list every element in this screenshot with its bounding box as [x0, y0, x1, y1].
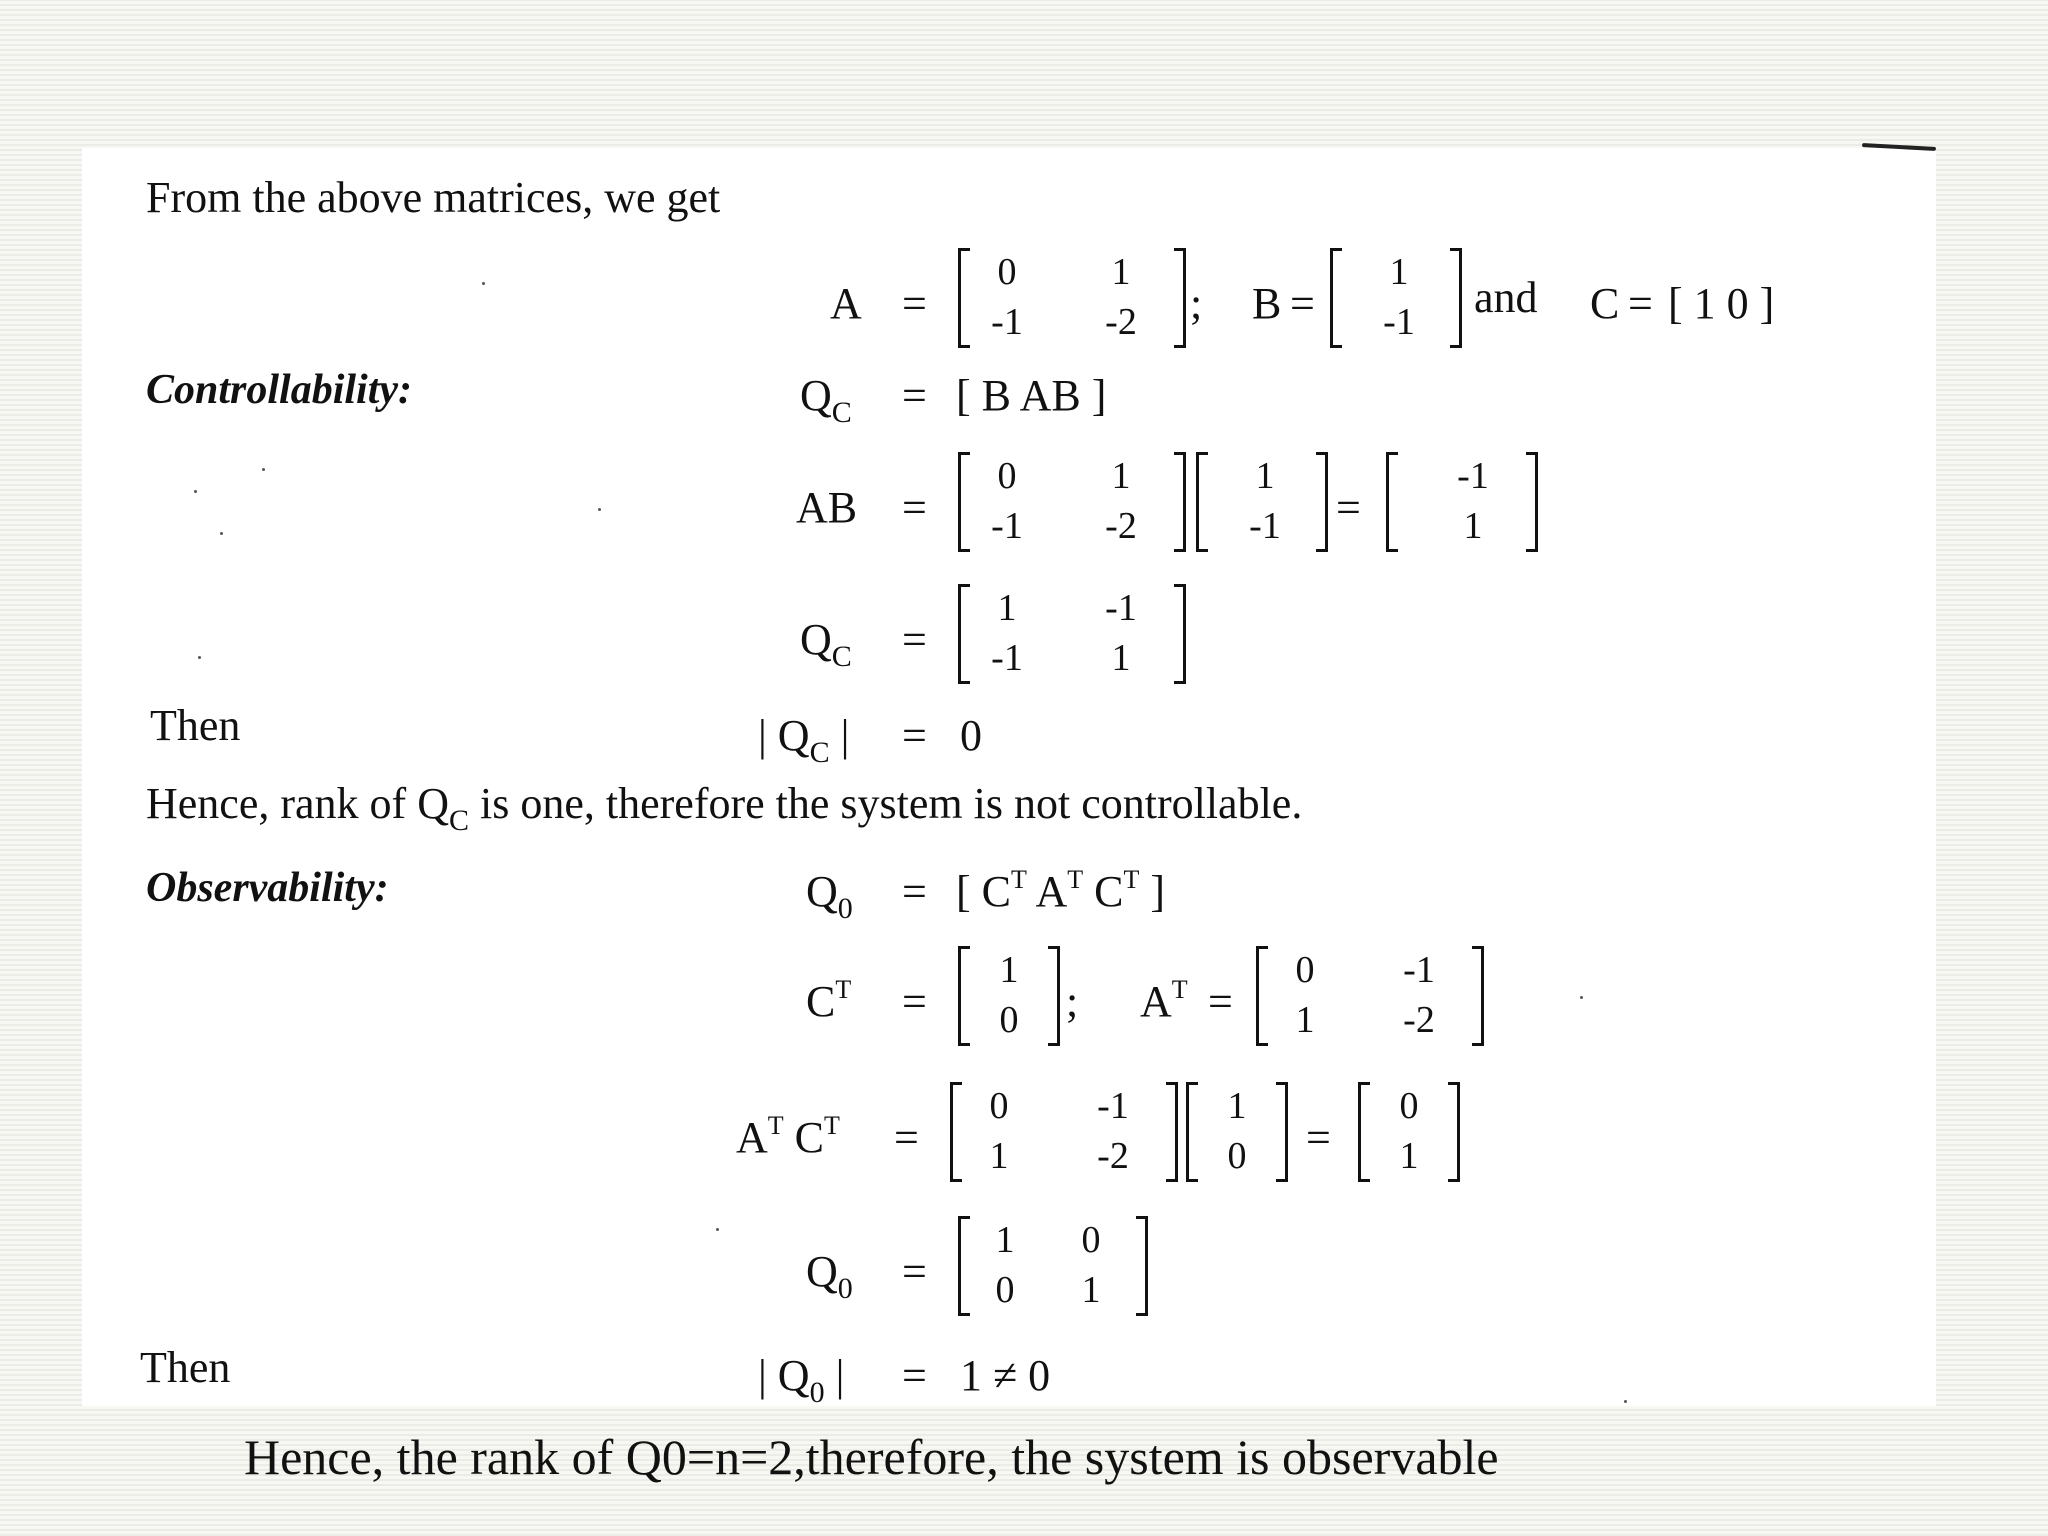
C-symbol: C	[783, 1113, 825, 1162]
matrix-cell: -1	[1403, 949, 1435, 991]
scan-speck	[194, 490, 197, 493]
equals-sign: =	[1336, 483, 1361, 532]
conclusion-subscript: C	[448, 804, 469, 837]
Qc-definition: [ B AB ]	[956, 371, 1107, 420]
AB-label: AB	[796, 483, 858, 532]
matrix-cell: -1	[1383, 301, 1415, 343]
and-text: and	[1474, 273, 1538, 322]
equals-sign: =	[1290, 279, 1315, 328]
matrix-cell: 0	[999, 999, 1019, 1041]
Qo-label	[806, 1246, 853, 1305]
matrix-cell: 1	[1399, 1135, 1419, 1177]
matrix-cell: 1	[1111, 455, 1131, 497]
transpose-superscript: T	[1171, 975, 1188, 1004]
matrix-CT-copy	[1186, 1082, 1288, 1182]
equals-sign: =	[902, 711, 927, 760]
matrix-cell: 1	[1255, 455, 1275, 497]
A-label: A	[830, 279, 862, 328]
conclusion-text: Hence, rank of Q	[146, 779, 449, 828]
matrix-Qo	[958, 1216, 1148, 1316]
equals-sign: =	[902, 615, 927, 664]
AT-label	[1140, 976, 1188, 1027]
Qc-label	[800, 614, 852, 673]
scan-speck	[716, 1228, 719, 1231]
matrix-cell: 0	[997, 251, 1017, 293]
matrix-cell: -1	[991, 301, 1023, 343]
equals-sign: =	[1208, 977, 1233, 1026]
matrix-B	[1330, 248, 1462, 348]
equals-sign: =	[902, 483, 927, 532]
matrix-cell: 0	[995, 1269, 1015, 1311]
scan-speck	[482, 282, 485, 285]
matrix-cell: 0	[1399, 1085, 1419, 1127]
matrix-AT-copy	[950, 1082, 1178, 1182]
matrix-cell: 1	[1295, 999, 1315, 1041]
scan-speck	[598, 508, 601, 511]
equals-sign: =	[902, 279, 927, 328]
Qc-subscript: C	[831, 640, 852, 673]
then-label: Then	[140, 1343, 231, 1392]
Qo-determinant	[758, 1350, 845, 1409]
matrix-cell: -2	[1105, 301, 1137, 343]
matrix-cell: 1	[1389, 251, 1409, 293]
Qo-definition	[956, 866, 1165, 917]
matrix-A	[958, 248, 1186, 348]
conclusion-text: is one, therefore the system is not controllable.	[469, 779, 1303, 828]
C-vector: [ 1 0 ]	[1668, 279, 1775, 328]
equals-sign: =	[902, 371, 927, 420]
scan-speck	[1580, 996, 1583, 999]
matrix-cell: 1	[1227, 1085, 1247, 1127]
controllability-heading: Controllability:	[146, 367, 413, 413]
C-symbol: C	[806, 977, 836, 1026]
det-value: 1 ≠ 0	[960, 1351, 1051, 1400]
controllability-conclusion	[146, 778, 1303, 837]
equals-sign: =	[1628, 279, 1653, 328]
matrix-cell: 1	[995, 1219, 1015, 1261]
scan-speck	[220, 532, 223, 535]
det-open: | Q	[758, 1351, 810, 1400]
matrix-cell: 0	[1227, 1135, 1247, 1177]
Qc-determinant	[758, 710, 850, 769]
Qo-symbol: Q	[806, 1247, 838, 1296]
matrix-cell: 1	[989, 1135, 1009, 1177]
det-subscript: C	[809, 736, 830, 769]
det-open: | Q	[758, 711, 810, 760]
equals-sign: =	[1306, 1113, 1331, 1162]
scan-speck	[198, 656, 201, 659]
equals-sign: =	[902, 1351, 927, 1400]
matrix-cell: -2	[1105, 505, 1137, 547]
matrix-cell: -2	[1097, 1135, 1129, 1177]
scan-speck	[262, 468, 265, 471]
matrix-B-copy	[1196, 452, 1328, 552]
matrix-cell: -2	[1403, 999, 1435, 1041]
matrix-cell: -1	[991, 505, 1023, 547]
equals-sign: =	[902, 1247, 927, 1296]
matrix-cell: 0	[1295, 949, 1315, 991]
observability-conclusion-caption: Hence, the rank of Q0=n=2,therefore, the system is observable	[244, 1429, 1499, 1485]
transpose-superscript: T	[1067, 865, 1084, 894]
def-part: C	[1083, 867, 1124, 916]
Qo-subscript: 0	[837, 1272, 853, 1305]
Qc-subscript: C	[831, 396, 852, 429]
transpose-superscript: T	[835, 975, 852, 1004]
B-label: B	[1252, 279, 1282, 328]
Qc-label	[800, 370, 852, 429]
matrix-cell: 1	[1111, 637, 1131, 679]
Qo-label	[806, 866, 853, 925]
det-close: |	[829, 711, 850, 760]
def-part: [ C	[956, 867, 1011, 916]
then-label: Then	[150, 701, 241, 750]
matrix-cell: 0	[989, 1085, 1009, 1127]
separator: ;	[1190, 279, 1203, 328]
Qc-symbol: Q	[800, 371, 832, 420]
CT-label	[806, 976, 851, 1027]
matrix-cell: -1	[1457, 455, 1489, 497]
observability-heading: Observability:	[146, 865, 389, 911]
matrix-Qc	[958, 584, 1186, 684]
equals-sign: =	[902, 867, 927, 916]
matrix-cell: 1	[1463, 505, 1483, 547]
separator: ;	[1066, 977, 1079, 1026]
transpose-superscript: T	[1123, 865, 1140, 894]
transpose-superscript: T	[824, 1111, 840, 1140]
det-close: |	[824, 1351, 845, 1400]
matrix-cell: 0	[997, 455, 1017, 497]
matrix-cell: -1	[1249, 505, 1281, 547]
Qc-symbol: Q	[800, 615, 832, 664]
matrix-cell: -1	[1097, 1085, 1129, 1127]
det-subscript: 0	[809, 1376, 825, 1409]
matrix-cell: 1	[997, 587, 1017, 629]
matrix-CT	[958, 946, 1060, 1046]
matrix-cell: 0	[1081, 1219, 1101, 1261]
Qo-symbol: Q	[806, 867, 838, 916]
def-part: ]	[1139, 867, 1166, 916]
matrix-AB-result	[1386, 452, 1538, 552]
transpose-superscript: T	[767, 1111, 784, 1140]
equals-sign: =	[902, 977, 927, 1026]
det-value: 0	[960, 711, 982, 760]
ATCT-label	[736, 1112, 840, 1163]
matrix-cell: 1	[999, 949, 1019, 991]
matrix-cell: -1	[991, 637, 1023, 679]
A-symbol: A	[1140, 977, 1172, 1026]
A-symbol: A	[736, 1113, 768, 1162]
matrix-AT	[1256, 946, 1484, 1046]
equals-sign: =	[894, 1113, 919, 1162]
C-label: C	[1590, 279, 1620, 328]
scan-speck	[1624, 1400, 1627, 1403]
def-part: A	[1026, 867, 1068, 916]
matrix-A-copy	[958, 452, 1186, 552]
matrix-ATCT-result	[1358, 1082, 1460, 1182]
Qo-subscript: 0	[837, 892, 853, 925]
matrix-cell: -1	[1105, 587, 1137, 629]
matrix-cell: 1	[1111, 251, 1131, 293]
transpose-superscript: T	[1011, 865, 1027, 894]
intro-text: From the above matrices, we get	[146, 173, 721, 222]
matrix-cell: 1	[1081, 1269, 1101, 1311]
